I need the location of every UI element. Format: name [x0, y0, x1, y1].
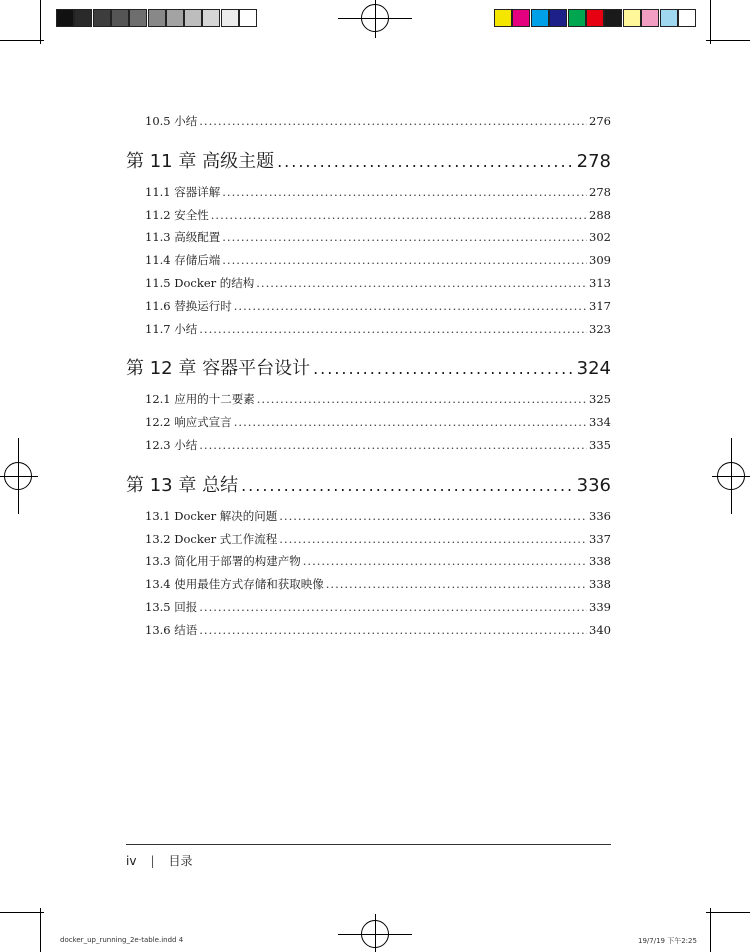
toc-entry-page: 335 [589, 438, 611, 452]
toc-entry-page: 324 [576, 358, 611, 380]
toc-section-entry[interactable] [145, 554, 611, 568]
gray-swatch [93, 9, 111, 27]
toc-entry-title: 12.3 小结 [145, 438, 198, 452]
toc-section-entry[interactable] [145, 185, 611, 199]
toc-entry-title: 第 11 章 高级主题 [126, 150, 275, 172]
toc-entry-title: 10.5 小结 [145, 114, 198, 128]
toc-entry-title: 第 13 章 总结 [126, 474, 239, 496]
toc-leader-dots [257, 392, 587, 406]
gray-swatch [221, 9, 239, 27]
color-swatch [568, 9, 586, 27]
color-swatch [660, 9, 678, 27]
registration-circle [4, 462, 32, 490]
color-swatch [549, 9, 567, 27]
toc-entry-title: 13.4 使用最佳方式存储和获取映像 [145, 577, 324, 592]
toc-entry-title: 13.6 结语 [145, 622, 198, 637]
toc-leader-dots [199, 623, 587, 637]
toc-section-entry[interactable] [145, 509, 611, 523]
toc-entry-page: 338 [589, 577, 611, 592]
slug-timestamp: 19/7/19 下午2:25 [638, 937, 697, 945]
toc-leader-dots [234, 415, 587, 429]
gray-swatch [56, 9, 74, 27]
color-swatch [623, 9, 641, 27]
color-swatch [531, 9, 549, 27]
toc-section-entry[interactable] [145, 577, 611, 591]
toc-entry-title: 12.2 响应式宣言 [145, 415, 232, 430]
toc-entry-title: 11.5 Docker 的结构 [145, 276, 255, 290]
crop-line [40, 908, 41, 952]
crop-line [706, 40, 750, 41]
toc-entry-page: 288 [589, 207, 611, 222]
footer-rule [126, 844, 611, 845]
toc-leader-dots [256, 276, 587, 290]
toc-leader-dots [241, 475, 574, 497]
toc-section-entry[interactable] [145, 532, 611, 546]
toc-entry-page: 337 [589, 531, 611, 546]
toc-section-entry[interactable] [145, 299, 611, 313]
page-footer [126, 852, 193, 869]
crop-line [710, 908, 711, 952]
toc-leader-dots [199, 438, 587, 452]
toc-entry-title: 13.2 Docker 式工作流程 [145, 531, 278, 546]
toc-entry-page: 338 [589, 554, 611, 569]
crop-line [10, 40, 40, 41]
toc-leader-dots [303, 554, 587, 568]
toc-section-entry[interactable] [145, 208, 611, 222]
toc-chapter-entry[interactable] [126, 358, 611, 380]
gray-swatch [74, 9, 92, 27]
toc-leader-dots [279, 509, 587, 523]
footer-section-name: 目录 [168, 854, 193, 868]
toc-entry-page: 339 [589, 600, 611, 614]
toc-leader-dots [222, 230, 587, 244]
toc-section-entry[interactable] [145, 415, 611, 429]
toc-entry-page: 340 [589, 622, 611, 637]
toc-entry-title: 第 12 章 容器平台设计 [126, 358, 311, 380]
gray-swatch [129, 9, 147, 27]
toc-leader-dots [326, 577, 587, 591]
gray-swatch [239, 9, 257, 27]
color-swatch [586, 9, 604, 27]
toc-entry-title: 13.5 回报 [145, 600, 198, 614]
toc-entry-page: 317 [589, 298, 611, 313]
toc-leader-dots [199, 600, 587, 614]
gray-swatch [184, 9, 202, 27]
toc-entry-title: 13.1 Docker 解决的问题 [145, 508, 278, 523]
toc-chapter-entry[interactable] [126, 475, 611, 497]
toc-entry-title: 11.4 存储后端 [145, 253, 221, 268]
toc-entry-page: 336 [589, 508, 611, 523]
toc-leader-dots [222, 185, 587, 199]
toc-entry-title: 13.3 简化用于部署的构建产物 [145, 554, 301, 569]
toc-entry-page: 276 [589, 114, 611, 128]
toc-entry-page: 325 [589, 392, 611, 407]
toc-section-entry[interactable] [145, 230, 611, 244]
toc-section-entry[interactable] [145, 600, 611, 614]
page-number: iv [126, 853, 137, 868]
toc-entry-page: 278 [576, 150, 611, 172]
crop-line [710, 0, 711, 44]
toc-entry-page: 336 [576, 474, 611, 496]
toc-section-entry[interactable] [145, 392, 611, 406]
toc-entry-title: 11.3 高级配置 [145, 230, 221, 245]
toc-leader-dots [222, 253, 587, 267]
toc-section-entry[interactable] [145, 276, 611, 290]
registration-circle [361, 920, 389, 948]
registration-circle [361, 4, 389, 32]
toc-chapter-entry[interactable] [126, 151, 611, 173]
crop-line [40, 0, 41, 44]
crop-line [0, 912, 44, 913]
toc-section-entry[interactable] [145, 322, 611, 336]
toc-section-entry[interactable] [145, 253, 611, 267]
toc-entry-title: 11.6 替换运行时 [145, 298, 232, 313]
toc-entry-title: 11.2 安全性 [145, 207, 209, 222]
gray-swatch [202, 9, 220, 27]
gray-swatch [111, 9, 129, 27]
crop-line [706, 912, 750, 913]
toc-entry-page: 309 [589, 253, 611, 268]
slug-file-name: docker_up_running_2e-table.indd 4 [60, 936, 184, 944]
toc-entry-title: 12.1 应用的十二要素 [145, 392, 255, 407]
toc-section-entry[interactable] [145, 438, 611, 452]
toc-section-entry[interactable] [145, 623, 611, 637]
toc-entry-page: 313 [589, 276, 611, 290]
color-swatch [604, 9, 622, 27]
toc-leader-dots [313, 358, 574, 380]
toc-leader-dots [277, 151, 574, 173]
toc-entry-page: 334 [589, 415, 611, 430]
toc-leader-dots [199, 322, 587, 336]
toc-section-entry[interactable] [145, 114, 611, 128]
toc-leader-dots [199, 114, 587, 128]
toc-entry-page: 302 [589, 230, 611, 245]
toc-leader-dots [279, 532, 587, 546]
toc-entry-title: 11.1 容器详解 [145, 184, 221, 199]
footer-separator: | [150, 853, 155, 868]
gray-swatch [166, 9, 184, 27]
color-swatch [678, 9, 696, 27]
color-swatch [641, 9, 659, 27]
registration-circle [717, 462, 745, 490]
toc-leader-dots [211, 208, 587, 222]
color-swatch [494, 9, 512, 27]
toc-entry-page: 323 [589, 321, 611, 336]
color-swatch [512, 9, 530, 27]
gray-swatch [148, 9, 166, 27]
toc-entry-title: 11.7 小结 [145, 321, 198, 336]
toc-entry-page: 278 [589, 184, 611, 199]
toc-leader-dots [234, 299, 587, 313]
